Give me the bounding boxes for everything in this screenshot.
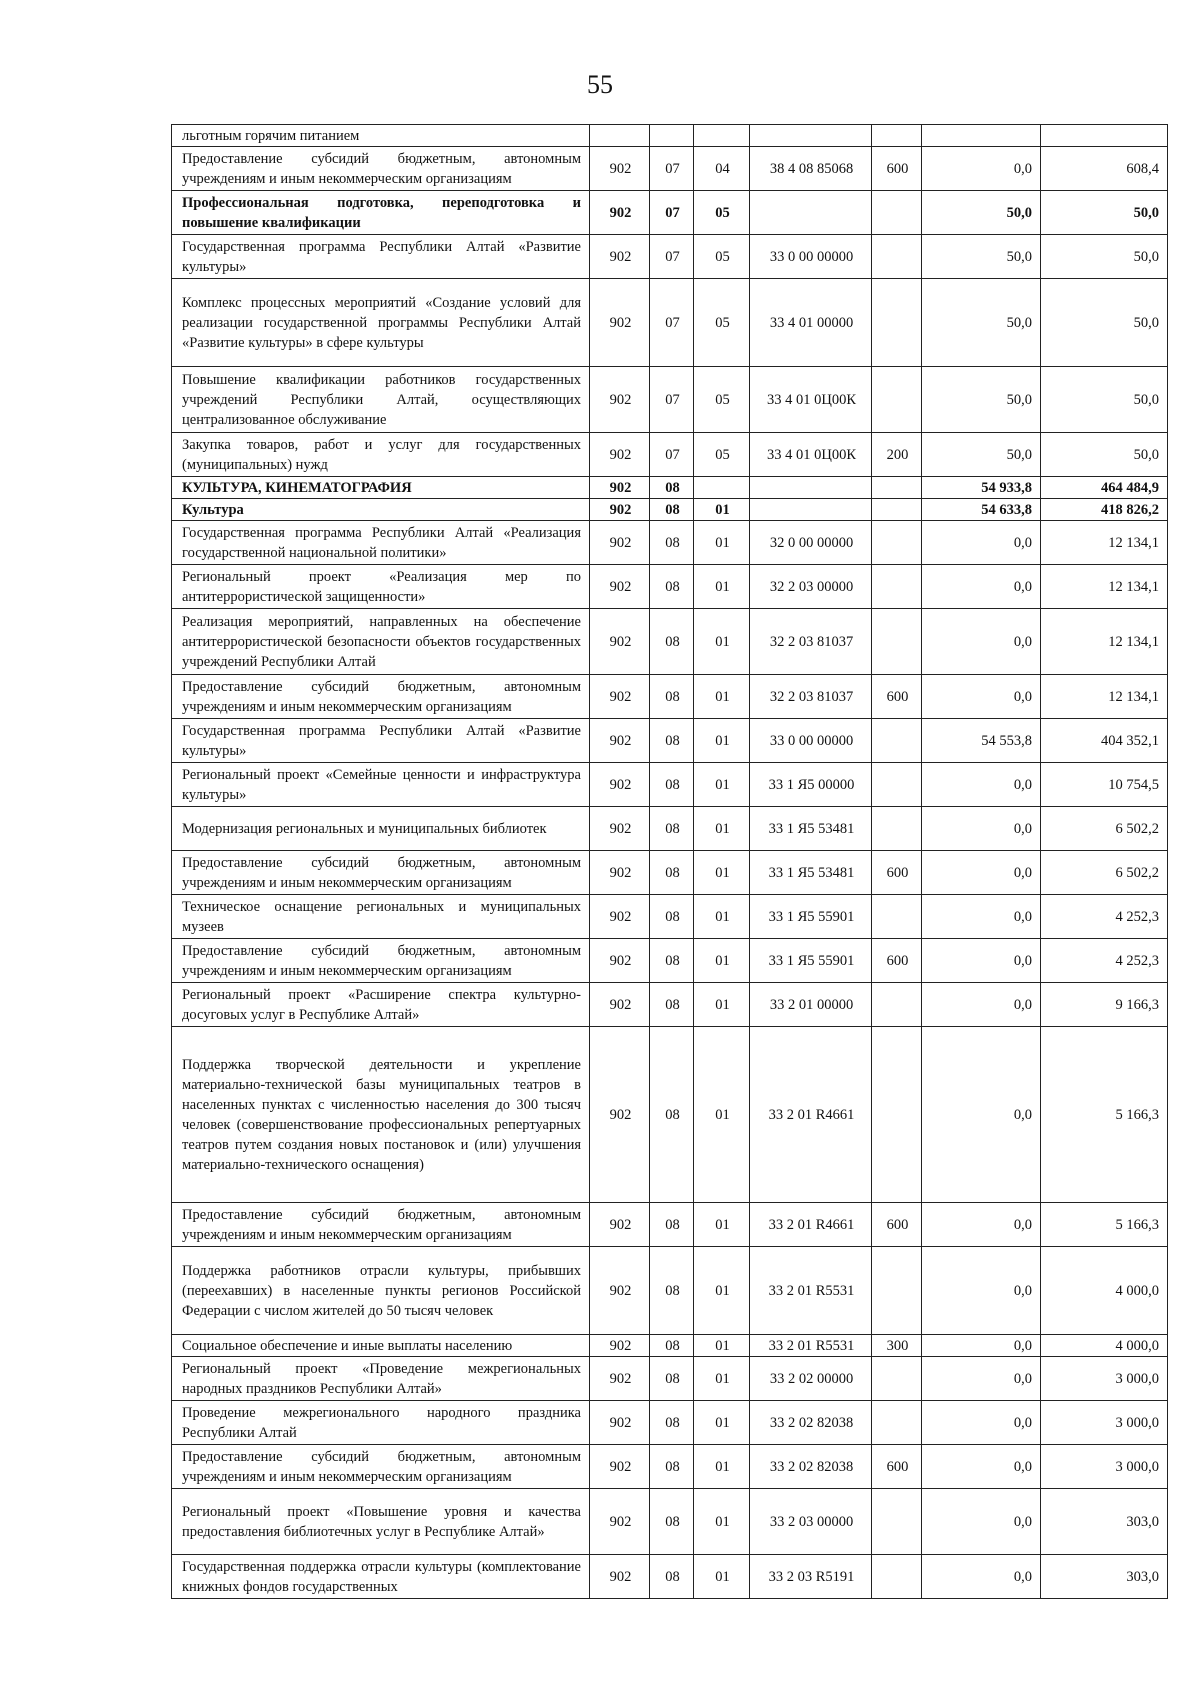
item-name: Реализация мероприятий, направленных на обеспечение антитеррористической безопасности объектов государственных учреждений Республики Алтай <box>172 609 590 675</box>
ministry-code: 902 <box>590 1247 650 1335</box>
amount-col-1: 0,0 <box>922 1335 1041 1357</box>
amount-col-1: 0,0 <box>922 1489 1041 1555</box>
target-article-code: 32 0 00 00000 <box>750 521 872 565</box>
amount-col-2: 10 754,5 <box>1041 763 1168 807</box>
expense-type-code <box>872 895 922 939</box>
table-row <box>172 235 1168 279</box>
ministry-code: 902 <box>590 807 650 851</box>
expense-type-code <box>872 235 922 279</box>
table-row <box>172 719 1168 763</box>
amount-col-1: 50,0 <box>922 367 1041 433</box>
ministry-code: 902 <box>590 1357 650 1401</box>
ministry-code: 902 <box>590 499 650 521</box>
item-name: Поддержка творческой деятельности и укрепление материально-технической базы муниципальных театров в населенных пунктах с численностью населения до 300 тысяч человек (совершенствование профессиональных репертуарных театров путем создания новых постановок и (или) улучшения материально-технического оснащения) <box>172 1027 590 1203</box>
subsection-code: 01 <box>694 1247 750 1335</box>
ministry-code: 902 <box>590 1335 650 1357</box>
section-code: 08 <box>650 1203 694 1247</box>
amount-col-2: 12 134,1 <box>1041 609 1168 675</box>
section-code: 08 <box>650 983 694 1027</box>
item-name: Государственная программа Республики Алтай «Реализация государственной национальной политики» <box>172 521 590 565</box>
amount-col-2: 4 000,0 <box>1041 1335 1168 1357</box>
amount-col-1: 50,0 <box>922 433 1041 477</box>
subsection-code <box>694 125 750 147</box>
item-name: Предоставление субсидий бюджетным, автономным учреждениям и иным некоммерческим организациям <box>172 147 590 191</box>
expense-type-code <box>872 1247 922 1335</box>
expense-type-code <box>872 477 922 499</box>
subsection-code: 05 <box>694 367 750 433</box>
item-name: Профессиональная подготовка, переподготовка и повышение квалификации <box>172 191 590 235</box>
amount-col-1: 0,0 <box>922 807 1041 851</box>
expense-type-code <box>872 367 922 433</box>
amount-col-2: 50,0 <box>1041 235 1168 279</box>
item-name: Региональный проект «Расширение спектра культурно-досуговых услуг в Республике Алтай» <box>172 983 590 1027</box>
amount-col-1: 50,0 <box>922 191 1041 235</box>
section-code: 07 <box>650 433 694 477</box>
target-article-code: 33 2 01 R4661 <box>750 1203 872 1247</box>
amount-col-1: 0,0 <box>922 939 1041 983</box>
item-name: Проведение межрегионального народного праздника Республики Алтай <box>172 1401 590 1445</box>
expense-type-code: 600 <box>872 147 922 191</box>
amount-col-1: 54 933,8 <box>922 477 1041 499</box>
subsection-code: 01 <box>694 1203 750 1247</box>
subsection-code: 01 <box>694 851 750 895</box>
target-article-code: 33 2 01 00000 <box>750 983 872 1027</box>
table-row <box>172 565 1168 609</box>
section-code: 08 <box>650 675 694 719</box>
target-article-code: 33 2 02 82038 <box>750 1445 872 1489</box>
table-row <box>172 609 1168 675</box>
item-name: Предоставление субсидий бюджетным, автономным учреждениям и иным некоммерческим организациям <box>172 939 590 983</box>
section-code: 08 <box>650 763 694 807</box>
section-code: 08 <box>650 719 694 763</box>
table-row <box>172 521 1168 565</box>
section-code: 08 <box>650 565 694 609</box>
amount-col-2: 3 000,0 <box>1041 1401 1168 1445</box>
table-row <box>172 1489 1168 1555</box>
target-article-code: 38 4 08 85068 <box>750 147 872 191</box>
item-name: Предоставление субсидий бюджетным, автономным учреждениям и иным некоммерческим организациям <box>172 1203 590 1247</box>
table-row <box>172 675 1168 719</box>
amount-col-1: 0,0 <box>922 565 1041 609</box>
expense-type-code <box>872 719 922 763</box>
amount-col-2: 5 166,3 <box>1041 1027 1168 1203</box>
amount-col-2: 12 134,1 <box>1041 521 1168 565</box>
item-name: льготным горячим питанием <box>172 125 590 147</box>
target-article-code: 33 2 02 82038 <box>750 1401 872 1445</box>
expense-type-code <box>872 499 922 521</box>
table-row <box>172 807 1168 851</box>
section-code: 08 <box>650 807 694 851</box>
item-name: Государственная программа Республики Алтай «Развитие культуры» <box>172 235 590 279</box>
subsection-code: 01 <box>694 565 750 609</box>
section-code: 08 <box>650 521 694 565</box>
expense-type-code <box>872 609 922 675</box>
amount-col-2: 4 252,3 <box>1041 939 1168 983</box>
amount-col-2: 4 252,3 <box>1041 895 1168 939</box>
item-name: Повышение квалификации работников государственных учреждений Республики Алтай, осуществляющих централизованное обслуживание <box>172 367 590 433</box>
target-article-code: 33 2 03 00000 <box>750 1489 872 1555</box>
amount-col-1: 50,0 <box>922 235 1041 279</box>
target-article-code: 32 2 03 81037 <box>750 675 872 719</box>
subsection-code: 01 <box>694 807 750 851</box>
section-code: 08 <box>650 1027 694 1203</box>
amount-col-2: 5 166,3 <box>1041 1203 1168 1247</box>
ministry-code: 902 <box>590 1203 650 1247</box>
table-row <box>172 1401 1168 1445</box>
amount-col-1: 0,0 <box>922 147 1041 191</box>
target-article-code: 33 1 Я5 00000 <box>750 763 872 807</box>
ministry-code: 902 <box>590 147 650 191</box>
amount-col-1: 0,0 <box>922 895 1041 939</box>
amount-col-2: 4 000,0 <box>1041 1247 1168 1335</box>
expense-type-code: 600 <box>872 1445 922 1489</box>
section-code: 08 <box>650 851 694 895</box>
amount-col-2: 464 484,9 <box>1041 477 1168 499</box>
item-name: Региональный проект «Проведение межрегиональных народных праздников Республики Алтай» <box>172 1357 590 1401</box>
ministry-code: 902 <box>590 851 650 895</box>
amount-col-2: 303,0 <box>1041 1555 1168 1599</box>
table-row <box>172 1247 1168 1335</box>
ministry-code: 902 <box>590 1489 650 1555</box>
item-name: Поддержка работников отрасли культуры, прибывших (переехавших) в населенные пункты регионов Российской Федерации с числом жителей до 50 тысяч человек <box>172 1247 590 1335</box>
table-row <box>172 1027 1168 1203</box>
ministry-code: 902 <box>590 1445 650 1489</box>
amount-col-2 <box>1041 125 1168 147</box>
budget-table <box>171 124 1168 1599</box>
section-code: 07 <box>650 279 694 367</box>
table-row <box>172 279 1168 367</box>
subsection-code: 01 <box>694 939 750 983</box>
amount-col-1: 0,0 <box>922 1401 1041 1445</box>
amount-col-1: 0,0 <box>922 1445 1041 1489</box>
section-code: 08 <box>650 609 694 675</box>
amount-col-1: 0,0 <box>922 1555 1041 1599</box>
table-row <box>172 433 1168 477</box>
amount-col-1: 0,0 <box>922 1203 1041 1247</box>
item-name: Комплекс процессных мероприятий «Создание условий для реализации государственной программы Республики Алтай «Развитие культуры» в сфере культуры <box>172 279 590 367</box>
section-code: 08 <box>650 1401 694 1445</box>
amount-col-2: 418 826,2 <box>1041 499 1168 521</box>
item-name: Предоставление субсидий бюджетным, автономным учреждениям и иным некоммерческим организациям <box>172 675 590 719</box>
subsection-code: 01 <box>694 1489 750 1555</box>
expense-type-code: 600 <box>872 675 922 719</box>
section-code: 08 <box>650 1335 694 1357</box>
amount-col-2: 12 134,1 <box>1041 675 1168 719</box>
amount-col-1: 0,0 <box>922 983 1041 1027</box>
expense-type-code <box>872 125 922 147</box>
expense-type-code <box>872 763 922 807</box>
target-article-code: 32 2 03 81037 <box>750 609 872 675</box>
subsection-code: 01 <box>694 895 750 939</box>
amount-col-2: 404 352,1 <box>1041 719 1168 763</box>
item-name: Культура <box>172 499 590 521</box>
subsection-code: 01 <box>694 1401 750 1445</box>
expense-type-code <box>872 1357 922 1401</box>
amount-col-2: 9 166,3 <box>1041 983 1168 1027</box>
section-code: 07 <box>650 235 694 279</box>
table-row <box>172 191 1168 235</box>
item-name: Социальное обеспечение и иные выплаты населению <box>172 1335 590 1357</box>
item-name: Предоставление субсидий бюджетным, автономным учреждениям и иным некоммерческим организациям <box>172 1445 590 1489</box>
target-article-code <box>750 191 872 235</box>
section-code: 08 <box>650 1489 694 1555</box>
amount-col-1: 54 553,8 <box>922 719 1041 763</box>
ministry-code: 902 <box>590 895 650 939</box>
target-article-code: 33 1 Я5 55901 <box>750 939 872 983</box>
target-article-code: 33 2 01 R5531 <box>750 1335 872 1357</box>
item-name: Государственная поддержка отрасли культуры (комплектование книжных фондов государственных <box>172 1555 590 1599</box>
section-code: 08 <box>650 1555 694 1599</box>
amount-col-1 <box>922 125 1041 147</box>
subsection-code: 01 <box>694 983 750 1027</box>
target-article-code: 33 2 01 R5531 <box>750 1247 872 1335</box>
target-article-code: 33 1 Я5 53481 <box>750 851 872 895</box>
subsection-code: 04 <box>694 147 750 191</box>
table-row <box>172 1335 1168 1357</box>
target-article-code <box>750 499 872 521</box>
target-article-code <box>750 477 872 499</box>
subsection-code: 01 <box>694 1555 750 1599</box>
subsection-code: 05 <box>694 235 750 279</box>
amount-col-2: 12 134,1 <box>1041 565 1168 609</box>
target-article-code: 33 2 02 00000 <box>750 1357 872 1401</box>
expense-type-code <box>872 1401 922 1445</box>
subsection-code: 01 <box>694 1335 750 1357</box>
ministry-code: 902 <box>590 235 650 279</box>
subsection-code: 05 <box>694 191 750 235</box>
page-number: 55 <box>587 70 613 99</box>
amount-col-2: 50,0 <box>1041 367 1168 433</box>
ministry-code: 902 <box>590 279 650 367</box>
section-code <box>650 125 694 147</box>
section-code: 08 <box>650 477 694 499</box>
expense-type-code: 600 <box>872 939 922 983</box>
section-code: 08 <box>650 1247 694 1335</box>
ministry-code: 902 <box>590 1401 650 1445</box>
amount-col-2: 3 000,0 <box>1041 1445 1168 1489</box>
ministry-code: 902 <box>590 675 650 719</box>
ministry-code: 902 <box>590 983 650 1027</box>
target-article-code: 33 2 03 R5191 <box>750 1555 872 1599</box>
target-article-code: 32 2 03 00000 <box>750 565 872 609</box>
ministry-code: 902 <box>590 521 650 565</box>
ministry-code: 902 <box>590 477 650 499</box>
table-row <box>172 147 1168 191</box>
amount-col-2: 303,0 <box>1041 1489 1168 1555</box>
section-code: 08 <box>650 895 694 939</box>
expense-type-code <box>872 565 922 609</box>
ministry-code: 902 <box>590 763 650 807</box>
table-row <box>172 983 1168 1027</box>
item-name: Модернизация региональных и муниципальных библиотек <box>172 807 590 851</box>
expense-type-code <box>872 807 922 851</box>
item-name: Государственная программа Республики Алтай «Развитие культуры» <box>172 719 590 763</box>
expense-type-code <box>872 191 922 235</box>
amount-col-1: 0,0 <box>922 1357 1041 1401</box>
subsection-code: 05 <box>694 279 750 367</box>
expense-type-code: 200 <box>872 433 922 477</box>
table-row <box>172 1203 1168 1247</box>
ministry-code: 902 <box>590 1555 650 1599</box>
subsection-code: 05 <box>694 433 750 477</box>
table-body <box>172 125 1168 1599</box>
expense-type-code <box>872 521 922 565</box>
subsection-code: 01 <box>694 719 750 763</box>
section-code: 08 <box>650 499 694 521</box>
item-name: Закупка товаров, работ и услуг для государственных (муниципальных) нужд <box>172 433 590 477</box>
amount-col-2: 50,0 <box>1041 191 1168 235</box>
amount-col-2: 6 502,2 <box>1041 851 1168 895</box>
amount-col-1: 0,0 <box>922 675 1041 719</box>
ministry-code: 902 <box>590 719 650 763</box>
amount-col-2: 6 502,2 <box>1041 807 1168 851</box>
subsection-code: 01 <box>694 675 750 719</box>
table-row <box>172 367 1168 433</box>
subsection-code: 01 <box>694 1357 750 1401</box>
amount-col-2: 3 000,0 <box>1041 1357 1168 1401</box>
amount-col-1: 0,0 <box>922 1027 1041 1203</box>
expense-type-code: 300 <box>872 1335 922 1357</box>
ministry-code: 902 <box>590 367 650 433</box>
expense-type-code <box>872 1555 922 1599</box>
section-code: 07 <box>650 147 694 191</box>
table-row <box>172 1357 1168 1401</box>
section-code: 07 <box>650 191 694 235</box>
target-article-code: 33 2 01 R4661 <box>750 1027 872 1203</box>
amount-col-1: 54 633,8 <box>922 499 1041 521</box>
item-name: Предоставление субсидий бюджетным, автономным учреждениям и иным некоммерческим организациям <box>172 851 590 895</box>
amount-col-1: 50,0 <box>922 279 1041 367</box>
target-article-code: 33 0 00 00000 <box>750 235 872 279</box>
target-article-code <box>750 125 872 147</box>
ministry-code <box>590 125 650 147</box>
table-row <box>172 1555 1168 1599</box>
expense-type-code <box>872 1489 922 1555</box>
section-code: 08 <box>650 939 694 983</box>
expense-type-code: 600 <box>872 1203 922 1247</box>
amount-col-2: 50,0 <box>1041 279 1168 367</box>
amount-col-1: 0,0 <box>922 521 1041 565</box>
expense-type-code <box>872 983 922 1027</box>
amount-col-1: 0,0 <box>922 609 1041 675</box>
table-row <box>172 939 1168 983</box>
table-row <box>172 125 1168 147</box>
subsection-code: 01 <box>694 521 750 565</box>
amount-col-1: 0,0 <box>922 851 1041 895</box>
section-code: 07 <box>650 367 694 433</box>
expense-type-code: 600 <box>872 851 922 895</box>
table-row <box>172 851 1168 895</box>
amount-col-1: 0,0 <box>922 1247 1041 1335</box>
target-article-code: 33 0 00 00000 <box>750 719 872 763</box>
expense-type-code <box>872 1027 922 1203</box>
subsection-code: 01 <box>694 763 750 807</box>
subsection-code <box>694 477 750 499</box>
target-article-code: 33 1 Я5 53481 <box>750 807 872 851</box>
amount-col-1: 0,0 <box>922 763 1041 807</box>
ministry-code: 902 <box>590 191 650 235</box>
subsection-code: 01 <box>694 1027 750 1203</box>
amount-col-2: 608,4 <box>1041 147 1168 191</box>
item-name: Региональный проект «Повышение уровня и качества предоставления библиотечных услуг в Республике Алтай» <box>172 1489 590 1555</box>
ministry-code: 902 <box>590 1027 650 1203</box>
expense-type-code <box>872 279 922 367</box>
item-name: Региональный проект «Семейные ценности и инфраструктура культуры» <box>172 763 590 807</box>
subsection-code: 01 <box>694 1445 750 1489</box>
target-article-code: 33 4 01 0Ц00К <box>750 433 872 477</box>
target-article-code: 33 4 01 0Ц00К <box>750 367 872 433</box>
item-name: Региональный проект «Реализация мер по антитеррористической защищенности» <box>172 565 590 609</box>
ministry-code: 902 <box>590 939 650 983</box>
table-row <box>172 763 1168 807</box>
section-code: 08 <box>650 1445 694 1489</box>
ministry-code: 902 <box>590 433 650 477</box>
target-article-code: 33 4 01 00000 <box>750 279 872 367</box>
section-code: 08 <box>650 1357 694 1401</box>
item-name: Техническое оснащение региональных и муниципальных музеев <box>172 895 590 939</box>
subsection-code: 01 <box>694 499 750 521</box>
subsection-code: 01 <box>694 609 750 675</box>
table-row <box>172 895 1168 939</box>
table-row <box>172 477 1168 499</box>
amount-col-2: 50,0 <box>1041 433 1168 477</box>
ministry-code: 902 <box>590 609 650 675</box>
target-article-code: 33 1 Я5 55901 <box>750 895 872 939</box>
ministry-code: 902 <box>590 565 650 609</box>
table-row <box>172 1445 1168 1489</box>
item-name: КУЛЬТУРА, КИНЕМАТОГРАФИЯ <box>172 477 590 499</box>
table-row <box>172 499 1168 521</box>
